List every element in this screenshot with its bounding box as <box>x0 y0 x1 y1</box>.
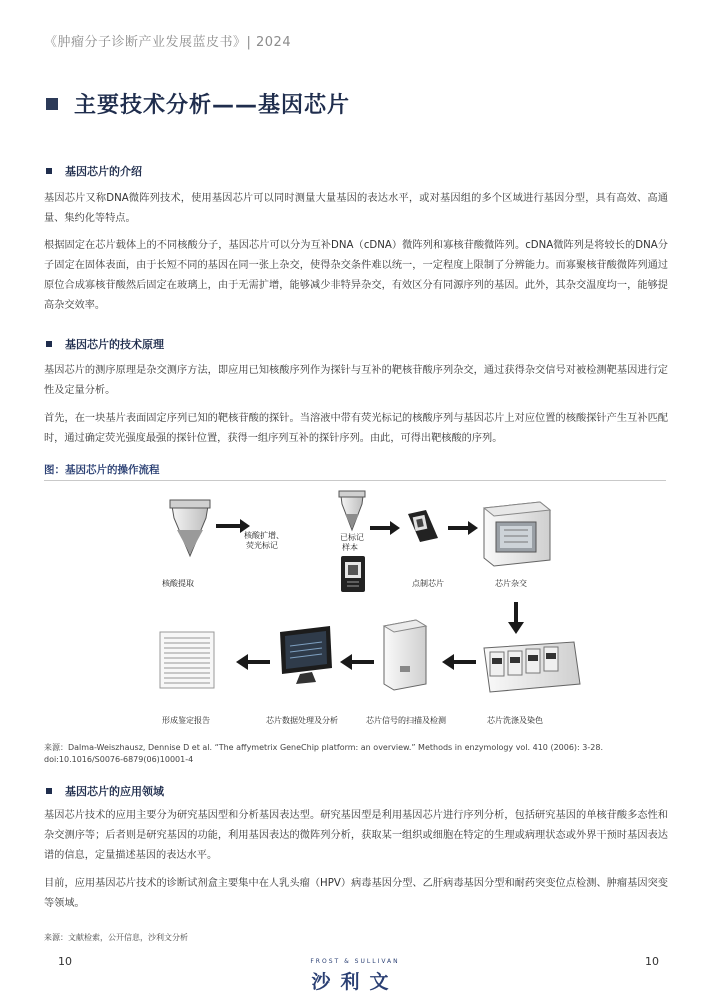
step-label-wash: 芯片洗涤及染色 <box>487 716 543 725</box>
step-label-spot: 点制芯片 <box>412 579 444 588</box>
step-label-extract: 核酸提取 <box>162 579 194 588</box>
intro-paragraph-2: 根据固定在芯片载体上的不同核酸分子，基因芯片可以分为互补DNA（cDNA）微阵列和寡核苷酸微阵列。cDNA微阵列是将较长的DNA分子固定在固体表面，由于长短不同的基因在同一张上杂交，使得杂交条件难以统一，一定程度上限制了分辨能力。而寡聚核苷酸微阵列通过原位合成寡核苷酸然后固定在玻璃上，由于无需扩增，能够减少非特异杂交，有效区分有同源序列的基因。此外，其杂交温度均一，能够提高杂交效率。 <box>44 240 668 311</box>
brand-logo <box>300 958 410 994</box>
workflow-illustration <box>44 486 666 734</box>
step-label-scan: 芯片信号的扫描及检测 <box>366 716 446 725</box>
workflow-figure <box>44 486 666 734</box>
arrow-left-icon <box>442 654 476 670</box>
step-label-data: 芯片数据处理及分析 <box>266 716 338 725</box>
scanner-icon <box>384 620 426 690</box>
page-title <box>46 88 350 119</box>
step-label-amplify-line2: 荧光标记 <box>246 541 278 550</box>
step-label-hybrid: 芯片杂交 <box>495 579 527 588</box>
figure-source: 来源：Dalma-Weiszhausz, Dennise D et al. “The affymetrix GeneChip platform: an overview.” Methods in enzymology vol. 410 (2006): 3-28. doi:10.1016/S0076-6879(06)10001-4 <box>44 743 603 764</box>
fluidics-station-icon <box>484 642 580 692</box>
intro-paragraph-1: 基因芯片又称DNA微阵列技术，使用基因芯片可以同时测量大量基因的表达水平，或对基因组的多个区域进行基因分型，具有高效、高通量、集约化等特点。 <box>44 193 668 224</box>
page-number-left: 10 <box>58 955 72 968</box>
page-source-note: 来源：文献检索，公开信息，沙利文分析 <box>44 933 188 942</box>
gene-chip-icon <box>408 510 438 542</box>
labeled-sample-tube-icon <box>339 491 365 530</box>
bullet-square-icon <box>46 788 52 794</box>
hybridization-oven-icon <box>484 502 550 566</box>
arrow-right-icon <box>448 521 478 535</box>
bullet-square-icon <box>46 341 52 347</box>
section-heading-intro: 基因芯片的介绍 <box>46 163 142 179</box>
arrow-left-icon <box>340 654 374 670</box>
application-paragraph-2: 目前，应用基因芯片技术的诊断试剂盒主要集中在人乳头瘤（HPV）病毒基因分型、乙肝病毒基因分型和耐药突变位点检测、肿瘤基因突变等领域。 <box>44 878 668 909</box>
step-label-amplify-line1: 核酸扩增、 <box>244 531 284 540</box>
principle-paragraph-1: 基因芯片的测序原理是杂交测序方法，即应用已知核酸序列作为探针与互补的靶核苷酸序列杂交，通过获得杂交信号对被检测靶基因进行定性及定量分析。 <box>44 365 668 396</box>
arrow-down-icon <box>508 602 524 634</box>
step-label-sample-line1: 已标记 <box>340 533 364 542</box>
arrow-left-icon <box>236 654 270 670</box>
test-tube-icon <box>170 500 210 556</box>
section-heading-application: 基因芯片的应用领域 <box>46 783 164 799</box>
running-header: 《肿瘤分子诊断产业发展蓝皮书》| 2024 <box>44 35 292 50</box>
principle-paragraph-2: 首先，在一块基片表面固定序列已知的靶核苷酸的探针。当溶液中带有荧光标记的核酸序列与基因芯片上对应位置的核酸探针产生互补匹配时，通过确定荧光强度最强的探针位置，获得一组序列互补的探针序列。由此，可得出靶核酸的序列。 <box>44 413 668 444</box>
computer-monitor-icon <box>280 626 332 684</box>
step-label-report: 形成鉴定报告 <box>162 716 210 725</box>
page-number-right: 10 <box>645 955 659 968</box>
page-title-text: 主要技术分析——基因芯片 <box>74 93 351 118</box>
arrow-right-icon <box>370 521 400 535</box>
figure-divider <box>44 480 666 481</box>
brand-logo-english: FROST & SULLIVAN <box>310 958 400 965</box>
section-heading-principle: 基因芯片的技术原理 <box>46 336 164 352</box>
title-square-icon <box>46 98 58 110</box>
brand-logo-chinese: 沙利文 <box>311 971 399 993</box>
step-label-sample-line2: 样本 <box>342 543 358 552</box>
figure-title: 图：基因芯片的操作流程 <box>44 464 160 476</box>
application-paragraph-1: 基因芯片技术的应用主要分为研究基因型和分析基因表达型。研究基因型是利用基因芯片进行序列分析，包括研究基因的单核苷酸多态性和杂交测序等；后者则是研究基因的功能，利用基因表达的微阵列分析，获取某一组织或细胞在特定的生理或病理状态或外界干预时基因表达谱的信息，定量描述基因的表达水平。 <box>44 810 668 861</box>
report-document-icon <box>160 632 214 688</box>
chip-cartridge-icon <box>341 556 365 592</box>
bullet-square-icon <box>46 168 52 174</box>
